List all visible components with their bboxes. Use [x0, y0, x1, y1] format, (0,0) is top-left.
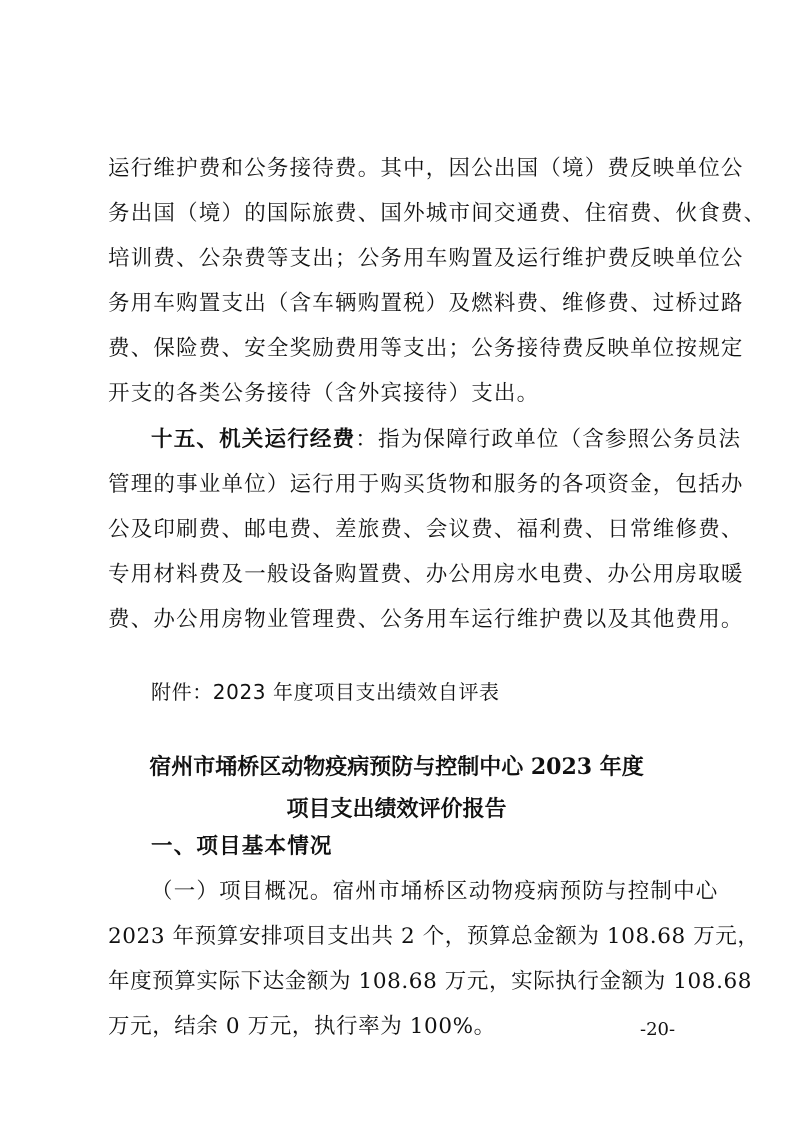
paragraph-line: 年度预算实际下达金额为 108.68 万元，实际执行金额为 108.68: [108, 969, 753, 994]
paragraph-line: 费、办公用房物业管理费、公务用车运行维护费以及其他费用。: [108, 607, 744, 632]
report-title-line-1: 宿州市埇桥区动物疫病预防与控制中心 2023 年度: [149, 754, 644, 780]
paragraph-line: 务用车购置支出（含车辆购置税）及燃料费、维修费、过桥过路: [108, 291, 744, 316]
page-number: -20-: [640, 1019, 676, 1040]
paragraph-line: 费、保险费、安全奖励费用等支出；公务接待费反映单位按规定: [108, 336, 744, 361]
section-1-heading: 一、项目基本情况: [151, 834, 333, 859]
section-15-heading: 十五、机关运行经费: [151, 427, 356, 452]
paragraph-line: 培训费、公杂费等支出；公务用车购置及运行维护费反映单位公: [108, 246, 744, 271]
paragraph-line: 2023 年预算安排项目支出共 2 个，预算总金额为 108.68 万元，: [108, 924, 760, 949]
section-15-first-line-text: ：指为保障行政单位（含参照公务员法: [355, 427, 742, 452]
section-15-first-line: [151, 425, 741, 455]
paragraph-line: （一）项目概况。宿州市埇桥区动物疫病预防与控制中心: [151, 879, 719, 904]
attachment-label: 附件：2023 年度项目支出绩效自评表: [151, 680, 500, 704]
paragraph-line: 专用材料费及一般设备购置费、办公用房水电费、办公用房取暖: [108, 562, 744, 587]
paragraph-line: 万元，结余 0 万元，执行率为 100%。: [108, 1014, 496, 1039]
paragraph-line: 管理的事业单位）运行用于购买货物和服务的各项资金，包括办: [108, 472, 744, 497]
paragraph-line: 务出国（境）的国际旅费、国外城市间交通费、住宿费、伙食费、: [108, 201, 767, 226]
paragraph-line: 开支的各类公务接待（含外宾接待）支出。: [108, 381, 540, 406]
report-title-line-2: 项目支出绩效评价报告: [286, 796, 507, 822]
paragraph-line: 公及印刷费、邮电费、差旅费、会议费、福利费、日常维修费、: [108, 517, 744, 542]
paragraph-line: 运行维护费和公务接待费。其中，因公出国（境）费反映单位公: [108, 156, 744, 181]
